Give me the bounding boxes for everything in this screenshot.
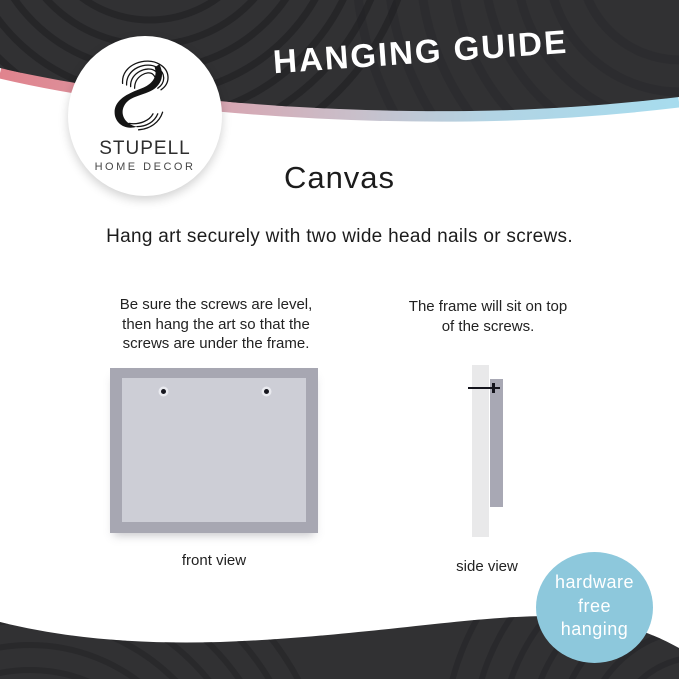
- side-view-frame: [490, 379, 503, 507]
- front-view-caption: front view: [181, 552, 247, 569]
- category-title: Canvas: [283, 160, 396, 195]
- note-line: The frame will sit on top: [408, 298, 568, 315]
- badge-line: hanging: [560, 619, 629, 639]
- side-view-caption: side view: [456, 558, 518, 575]
- front-view-note: [90, 295, 342, 354]
- stupell-s-icon: [105, 52, 185, 134]
- front-view-canvas: [122, 378, 306, 522]
- brand-subtitle: HOME DECOR: [94, 161, 196, 173]
- nail-icon: [468, 387, 500, 389]
- page-title: HANGING GUIDE: [271, 22, 570, 81]
- screw-icon: [161, 389, 166, 394]
- badge-line: free: [577, 595, 612, 616]
- hardware-free-badge: [536, 552, 653, 663]
- note-line: of the screws.: [441, 317, 535, 335]
- front-view-frame: [110, 368, 318, 533]
- brand-name: STUPELL: [99, 138, 191, 159]
- side-view-note: [388, 297, 588, 336]
- side-view-wall: [472, 365, 489, 537]
- badge-line: hardware: [554, 572, 635, 592]
- note-line: then hang the art so that the: [122, 315, 310, 333]
- note-line: Be sure the screws are level,: [119, 296, 313, 313]
- screw-icon: [264, 389, 269, 394]
- nail-head-icon: [492, 383, 495, 393]
- instruction-text: Hang art securely with two wide head nails or screws.: [106, 226, 573, 247]
- note-line: screws are under the frame.: [122, 335, 310, 352]
- brand-logo: [68, 36, 222, 196]
